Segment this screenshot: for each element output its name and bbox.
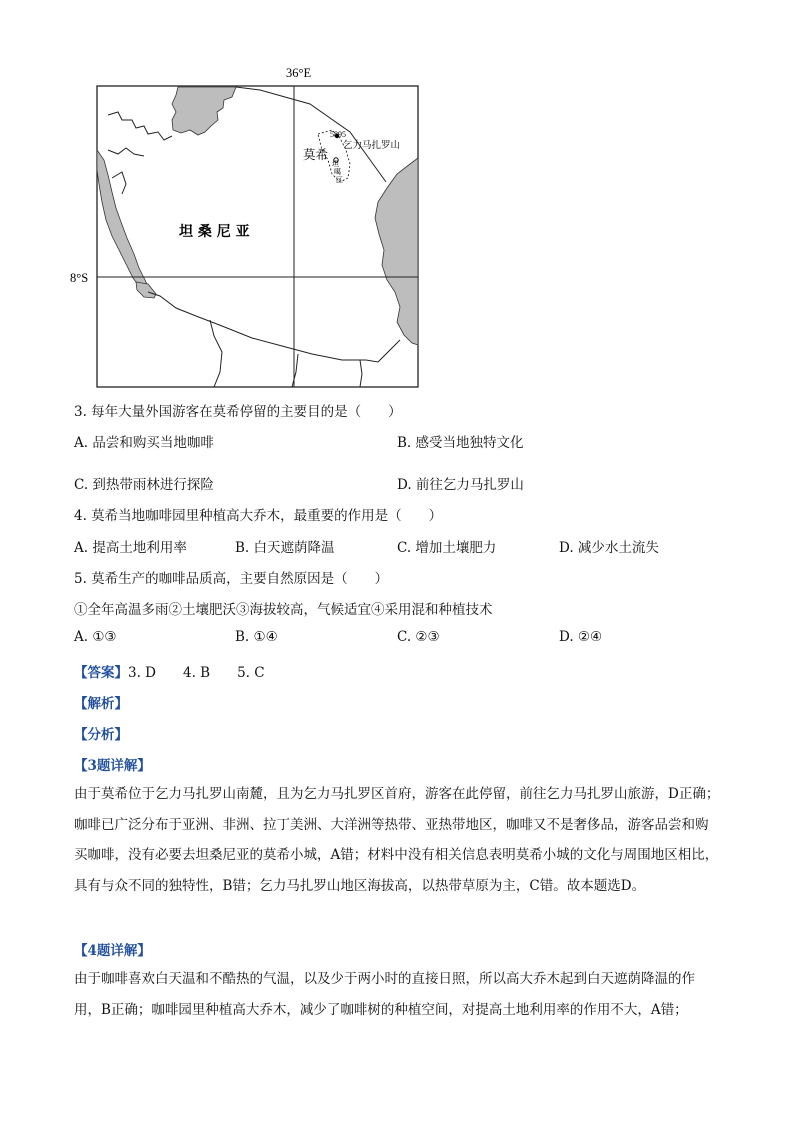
answer-label: 【答案】	[74, 665, 128, 681]
question-3-option-c: C. 到热带雨林进行探险	[74, 477, 214, 493]
question-5-option-a: A. ①③	[74, 629, 117, 645]
region-char-2: 噶	[334, 168, 341, 176]
question-4-stem: 4. 莫希当地咖啡园里种植高大乔木，最重要的作用是（ ）	[74, 508, 443, 524]
question-5-stem: 5. 莫希生产的咖啡品质高，主要自然原因是（ ）	[74, 571, 389, 587]
latitude-label: 8°S	[70, 271, 89, 285]
peak-elevation: 5895	[330, 130, 346, 139]
longitude-label: 36°E	[286, 66, 312, 80]
map-frame	[97, 86, 418, 387]
answer-line	[74, 661, 265, 681]
town-label: 莫希	[303, 147, 329, 162]
question-4-option-b: B. 白天遮荫降温	[235, 540, 335, 556]
question-3-stem: 3. 每年大量外国游客在莫希停留的主要目的是（ ）	[74, 404, 402, 420]
q4-detail-text: 由于咖啡喜欢白天温和不酷热的气温，以及少于两小时的直接日照，所以高大乔木起到白天遮荫降温的作用，B正确；咖啡园里种植高大乔木，减少了咖啡树的种植空间，对提高土地利用率的作用不大，A错；	[74, 971, 695, 1018]
question-3-option-a: A. 品尝和购买当地咖啡	[74, 435, 214, 451]
q4-detail-label: 【4题详解】	[74, 943, 151, 959]
jiexi-label: 【解析】	[74, 696, 128, 712]
region-char-3: 区	[336, 176, 343, 184]
tanzania-map	[60, 60, 430, 395]
question-5-option-d: D. ②④	[559, 629, 603, 645]
question-5-option-b: B. ①④	[235, 629, 278, 645]
country-label: 坦 桑 尼 亚	[179, 224, 250, 240]
mountain-label: 乞力马扎罗山	[343, 140, 401, 151]
question-3-option-b: B. 感受当地独特文化	[397, 435, 524, 451]
answer-text: 3. D 4. B 5. C	[128, 665, 265, 681]
q3-detail-label: 【3题详解】	[74, 758, 151, 774]
question-5-option-c: C. ②③	[397, 629, 440, 645]
question-5-substem: ①全年高温多雨②土壤肥沃③海拔较高，气候适宜④采用混和种植技术	[74, 602, 493, 618]
question-4-option-a: A. 提高土地利用率	[74, 540, 187, 556]
question-3-option-d: D. 前往乞力马扎罗山	[397, 477, 524, 493]
q3-detail-text: 由于莫希位于乞力马扎罗山南麓，且为乞力马扎罗区首府，游客在此停留，前往乞力马扎罗山旅游，D正确；咖啡已广泛分布于亚洲、非洲、拉丁美洲、大洋洲等热带、亚热带地区，咖啡又不是奢侈品，游客品尝和购买咖啡，没有必要去坦桑尼亚的莫希小城，A错；材料中没有相关信息表明莫希小城的文化与周围地区相比，具有与众不同的独特性，B错；乞力马扎罗山地区海拔高，以热带草原为主，C错。故本题选D。	[74, 786, 720, 894]
question-4-option-d: D. 减少水土流失	[559, 540, 659, 556]
region-char-1: 坦	[332, 160, 339, 168]
fenxi-label: 【分析】	[74, 727, 128, 743]
question-4-option-c: C. 增加土壤肥力	[397, 540, 497, 556]
